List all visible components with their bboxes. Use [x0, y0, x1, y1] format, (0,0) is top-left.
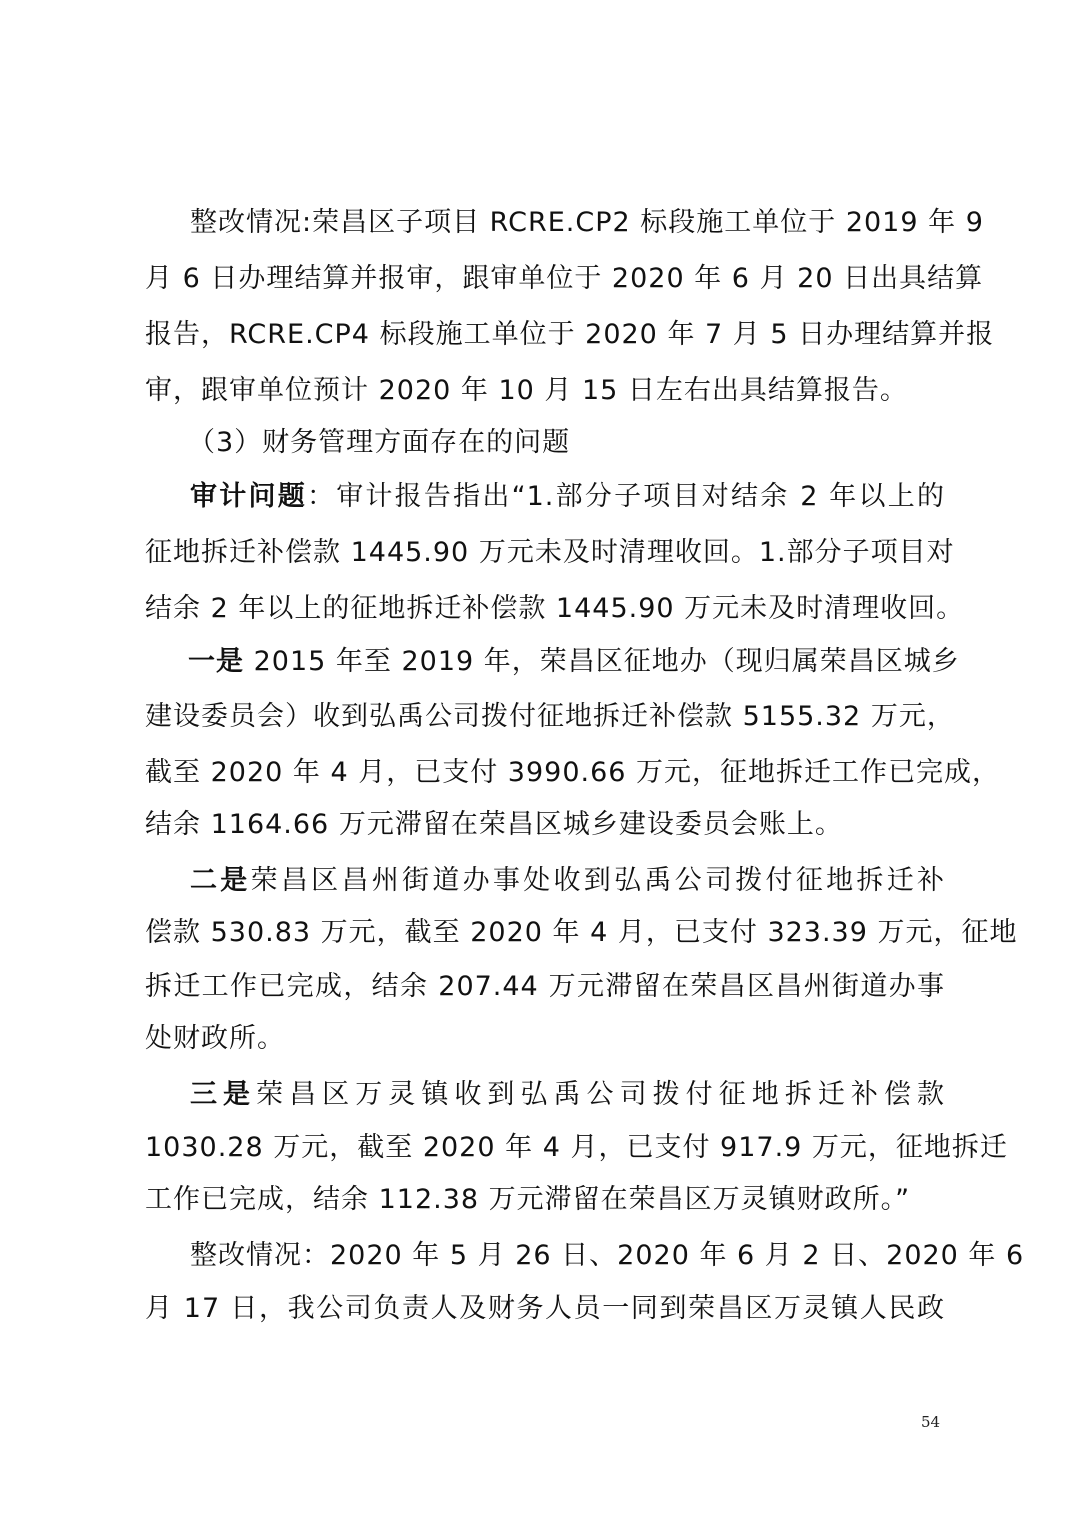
paragraph-5-line-2: 1030.28 万元，截至 2020 年 4 月，已支付 917.9 万元，征地拆迁 [145, 1132, 1008, 1163]
paragraph-2-line-3: 结余 2 年以上的征地拆迁补偿款 1445.90 万元未及时清理收回。 [145, 593, 965, 624]
first-item-label: 一是 [188, 646, 244, 677]
paragraph-2-line-1-text: ：审计报告指出“1.部分子项目对结余 2 年以上的 [306, 481, 946, 512]
paragraph-4-line-3: 拆迁工作已完成，结余 207.44 万元滞留在荣昌区昌州街道办事 [145, 971, 945, 1002]
paragraph-1-line-1: 整改情况:荣昌区子项目 RCRE.CP2 标段施工单位于 2019 年 9 [190, 207, 984, 238]
paragraph-3-line-1 [188, 642, 960, 682]
paragraph-4-line-1 [190, 861, 945, 901]
paragraph-1-line-2: 月 6 日办理结算并报审，跟审单位于 2020 年 6 月 20 日出具结算 [145, 263, 984, 294]
paragraph-3-line-1-text: 2015 年至 2019 年，荣昌区征地办（现归属荣昌区城乡 [244, 646, 960, 677]
paragraph-4-line-4: 处财政所。 [145, 1023, 285, 1054]
paragraph-1-line-3: 报告，RCRE.CP4 标段施工单位于 2020 年 7 月 5 日办理结算并报 [145, 319, 995, 350]
paragraph-1-line-4: 审，跟审单位预计 2020 年 10 月 15 日左右出具结算报告。 [145, 375, 908, 406]
paragraph-5-line-1 [190, 1075, 945, 1115]
paragraph-5-line-1-text: 荣昌区万灵镇收到弘禹公司拨付征地拆迁补偿款 [256, 1079, 946, 1110]
page-number: 54 [921, 1413, 941, 1431]
paragraph-4-line-1-text: 荣昌区昌州街道办事处收到弘禹公司拨付征地拆迁补 [250, 865, 946, 896]
third-item-label: 三是 [190, 1079, 257, 1110]
second-item-label: 二是 [190, 865, 251, 896]
paragraph-6-line-1: 整改情况：2020 年 5 月 26 日、2020 年 6 月 2 日、2020 年 6 [190, 1240, 1025, 1271]
paragraph-3-line-2: 建设委员会）收到弘禹公司拨付征地拆迁补偿款 5155.32 万元， [145, 701, 955, 732]
audit-issue-label: 审计问题 [190, 481, 307, 512]
paragraph-4-line-2: 偿款 530.83 万元，截至 2020 年 4 月，已支付 323.39 万元，征地 [145, 917, 1018, 948]
paragraph-5-line-3: 工作已完成，结余 112.38 万元滞留在荣昌区万灵镇财政所。” [145, 1184, 911, 1215]
paragraph-2-line-2: 征地拆迁补偿款 1445.90 万元未及时清理收回。1.部分子项目对 [145, 537, 955, 568]
section-heading: （3）财务管理方面存在的问题 [188, 427, 571, 458]
paragraph-3-line-4: 结余 1164.66 万元滞留在荣昌区城乡建设委员会账上。 [145, 809, 843, 840]
paragraph-3-line-3: 截至 2020 年 4 月，已支付 3990.66 万元，征地拆迁工作已完成， [145, 757, 1001, 788]
paragraph-6-line-2: 月 17 日，我公司负责人及财务人员一同到荣昌区万灵镇人民政 [145, 1293, 945, 1324]
paragraph-2-line-1 [190, 477, 945, 517]
